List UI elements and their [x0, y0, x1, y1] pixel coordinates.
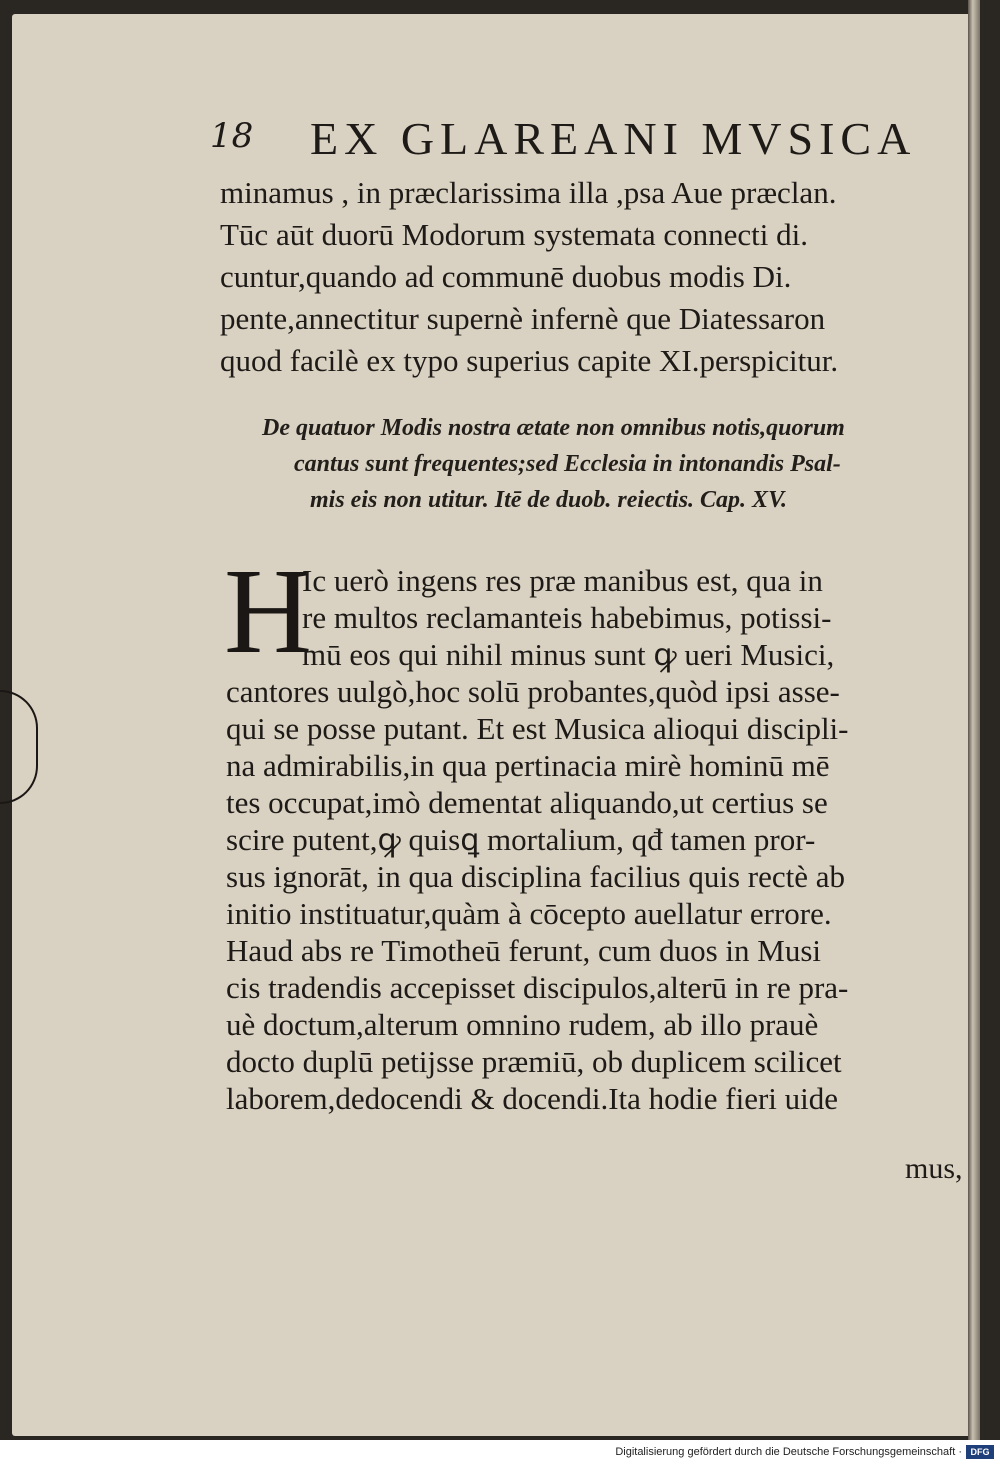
footer-bar [0, 1440, 1000, 1466]
text-line: minamus , in præclarissima illa ,psa Aue præclan. [220, 175, 837, 210]
funding-credit: Digitalisierung gefördert durch die Deutsche Forschungsgemeinschaft · [615, 1446, 962, 1458]
folio-number: 18 [210, 116, 254, 156]
text-line: scire putent,ꝙ quisꝗ mortalium, qđ tamen pror- [226, 822, 816, 857]
text-line: Haud abs re Timotheū ferunt, cum duos in Musi [226, 933, 821, 968]
page-header [210, 112, 950, 168]
chapter-heading [262, 410, 942, 518]
text-line: mū eos qui nihil minus sunt ꝙ ueri Musici, [302, 637, 835, 672]
text-line: laborem,dedocendi & docendi.Ita hodie fieri uide [226, 1081, 839, 1116]
text-line: cantores uulgò,hoc solū probantes,quòd ipsi asse- [226, 674, 840, 709]
drop-cap: H [224, 544, 313, 679]
dfg-logo-icon: DFG [966, 1445, 994, 1459]
heading-line: cantus sunt frequentes;sed Ecclesia in intonandis Psal- [294, 451, 841, 477]
text-line: Tūc aūt duorū Modorum systemata connecti di. [220, 217, 809, 252]
text-line: Ic uerò ingens res præ manibus est, qua in [302, 563, 823, 598]
text-line: na admirabilis,in qua pertinacia mirè hominū mē [226, 748, 830, 783]
text-line: tes occupat,imò dementat aliquando,ut certius se [226, 785, 828, 820]
text-line: sus ignorāt, in qua disciplina facilius quis rectè ab [226, 859, 845, 894]
heading-line: mis eis non utitur. Itē de duob. reiectis. Cap. XV. [310, 487, 787, 513]
text-line: cis tradendis accepisset discipulos,alterū in re pra- [226, 970, 849, 1005]
text-line: docto duplū petijsse præmiū, ob duplicem scilicet [226, 1044, 842, 1079]
text-line: pente,annectitur supernè infernè que Diatessaron [220, 301, 826, 336]
body-text [224, 544, 976, 1117]
text-line: qui se posse putant. Et est Musica alioqui discipli- [226, 711, 849, 746]
text-line: re multos reclamanteis habebimus, potissi- [302, 600, 832, 635]
text-line: uè doctum,alterum omnino rudem, ab illo prauè [226, 1007, 819, 1042]
text-line: quod facilè ex typo superius capite XI.perspicitur. [220, 343, 839, 378]
opening-paragraph [220, 172, 975, 382]
text-line: cuntur,quando ad communē duobus modis Di. [220, 259, 792, 294]
text-line: initio instituatur,quàm à cōcepto auellatur errore. [226, 896, 832, 931]
catchword: mus, [905, 1152, 963, 1185]
heading-line: De quatuor Modis nostra ætate non omnibus notis,quorum [262, 415, 845, 441]
running-head: EX GLAREANI MVSICA [310, 113, 917, 164]
